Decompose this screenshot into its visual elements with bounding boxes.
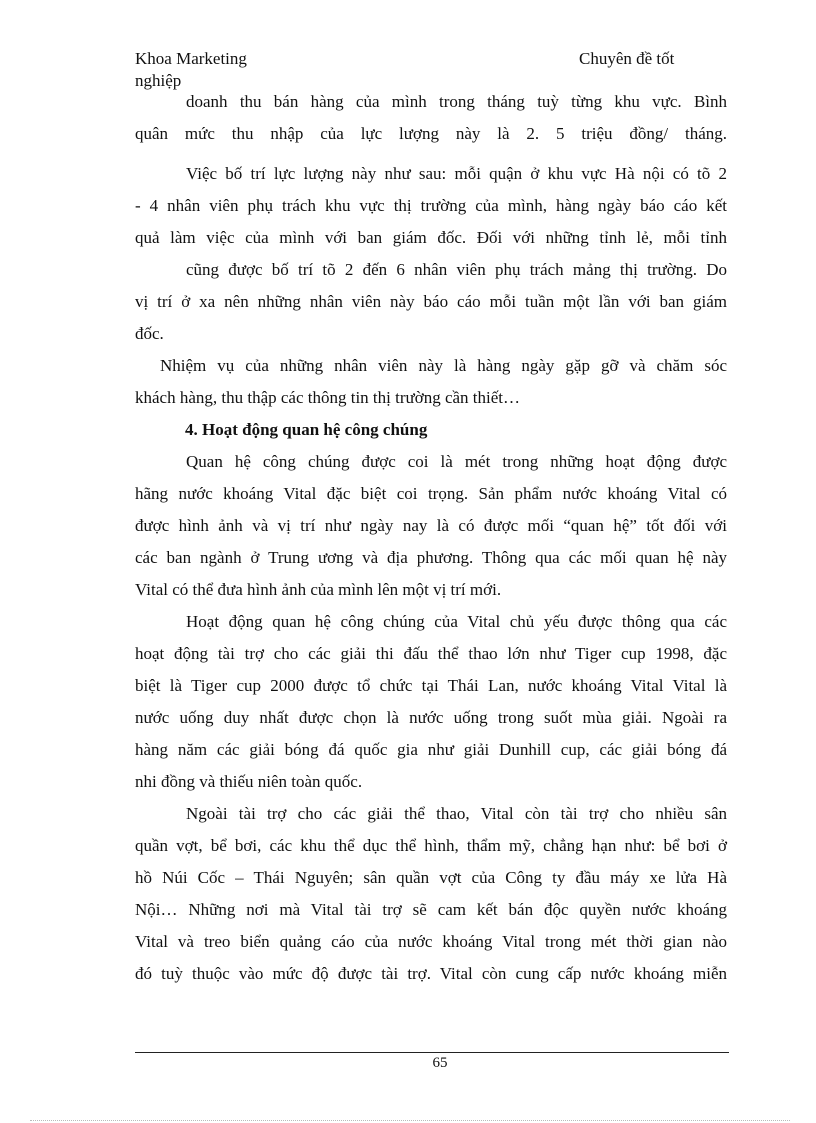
text-line: các ban ngành ở Trung ương và địa phương. Thông qua các mối quan hệ này [135, 548, 727, 567]
text-line: hãng nước khoáng Vital đặc biệt coi trọng. Sản phẩm nước khoáng Vital có [135, 484, 727, 503]
text-line: - 4 nhân viên phụ trách khu vực thị trường của mình, hàng ngày báo cáo kết [135, 196, 727, 215]
text-line: quả làm việc của mình với ban giám đốc. Đối với những tỉnh lẻ, mỗi tỉnh [135, 228, 727, 247]
text-line: cũng được bố trí tõ 2 đến 6 nhân viên phụ trách mảng thị trường. Do [186, 260, 727, 279]
text-line: quân mức thu nhập của lực lượng này là 2. 5 triệu đồng/ tháng. [135, 124, 727, 143]
footer-rule [135, 1052, 729, 1053]
text-line: đó tuỳ thuộc vào mức độ được tài trợ. Vital còn cung cấp nước khoáng miễn [135, 964, 727, 983]
text-line: đốc. [135, 324, 164, 343]
text-line: biệt là Tiger cup 2000 được tổ chức tại Thái Lan, nước khoáng Vital Vital là [135, 676, 727, 695]
text-line: quần vợt, bể bơi, các khu thể dục thể hình, thẩm mỹ, chẳng hạn như: bể bơi ở [135, 836, 727, 855]
text-line: hàng năm các giải bóng đá quốc gia như giải Dunhill cup, các giải bóng đá [135, 740, 727, 759]
text-line: doanh thu bán hàng của mình trong tháng tuỳ từng khu vực. Bình [186, 92, 727, 111]
header-doc-type: Chuyên đề tốt [579, 49, 675, 68]
text-line: Vital và treo biển quảng cáo của nước khoáng Vital trong mét thời gian nào [135, 932, 727, 951]
header-doc-type-continued: nghiệp [135, 71, 182, 90]
text-line: Vital có thể đưa hình ảnh của mình lên một vị trí mới. [135, 580, 502, 599]
text-line: khách hàng, thu thập các thông tin thị trường cần thiết… [135, 388, 521, 407]
text-line: vị trí ở xa nên những nhân viên này báo cáo mỗi tuần một lần với ban giám [135, 292, 727, 311]
text-line: hồ Núi Cốc – Thái Nguyên; sân quần vợt của Công ty đầu máy xe lửa Hà [135, 868, 727, 887]
text-line: Việc bố trí lực lượng này như sau: mỗi quận ở khu vực Hà nội có tõ 2 [186, 164, 727, 183]
text-line: nhi đồng và thiếu niên toàn quốc. [135, 772, 363, 791]
text-line: Hoạt động quan hệ công chúng của Vital chủ yếu được thông qua các [186, 612, 727, 631]
text-line: Quan hệ công chúng được coi là mét trong những hoạt động được [186, 452, 727, 471]
text-line: Nội… Những nơi mà Vital tài trợ sẽ cam kết bán độc quyền nước khoáng [135, 900, 727, 919]
section-heading: 4. Hoạt động quan hệ công chúng [185, 420, 428, 439]
header-department: Khoa Marketing [135, 49, 247, 68]
page-number: 65 [432, 1055, 448, 1071]
page-bottom-edge [30, 1120, 790, 1121]
text-line: hoạt động tài trợ cho các giải thi đấu thể thao lớn như Tiger cup 1998, đặc [135, 644, 727, 663]
text-line: được hình ảnh và vị trí như ngày nay là có được mối “quan hệ” tốt đối với [135, 516, 727, 535]
text-line: Ngoài tài trợ cho các giải thể thao, Vital còn tài trợ cho nhiều sân [186, 804, 727, 823]
text-line: Nhiệm vụ của những nhân viên này là hàng ngày gặp gỡ và chăm sóc [160, 356, 727, 375]
text-line: nước uống duy nhất được chọn là nước uống trong suốt mùa giải. Ngoài ra [135, 708, 727, 727]
